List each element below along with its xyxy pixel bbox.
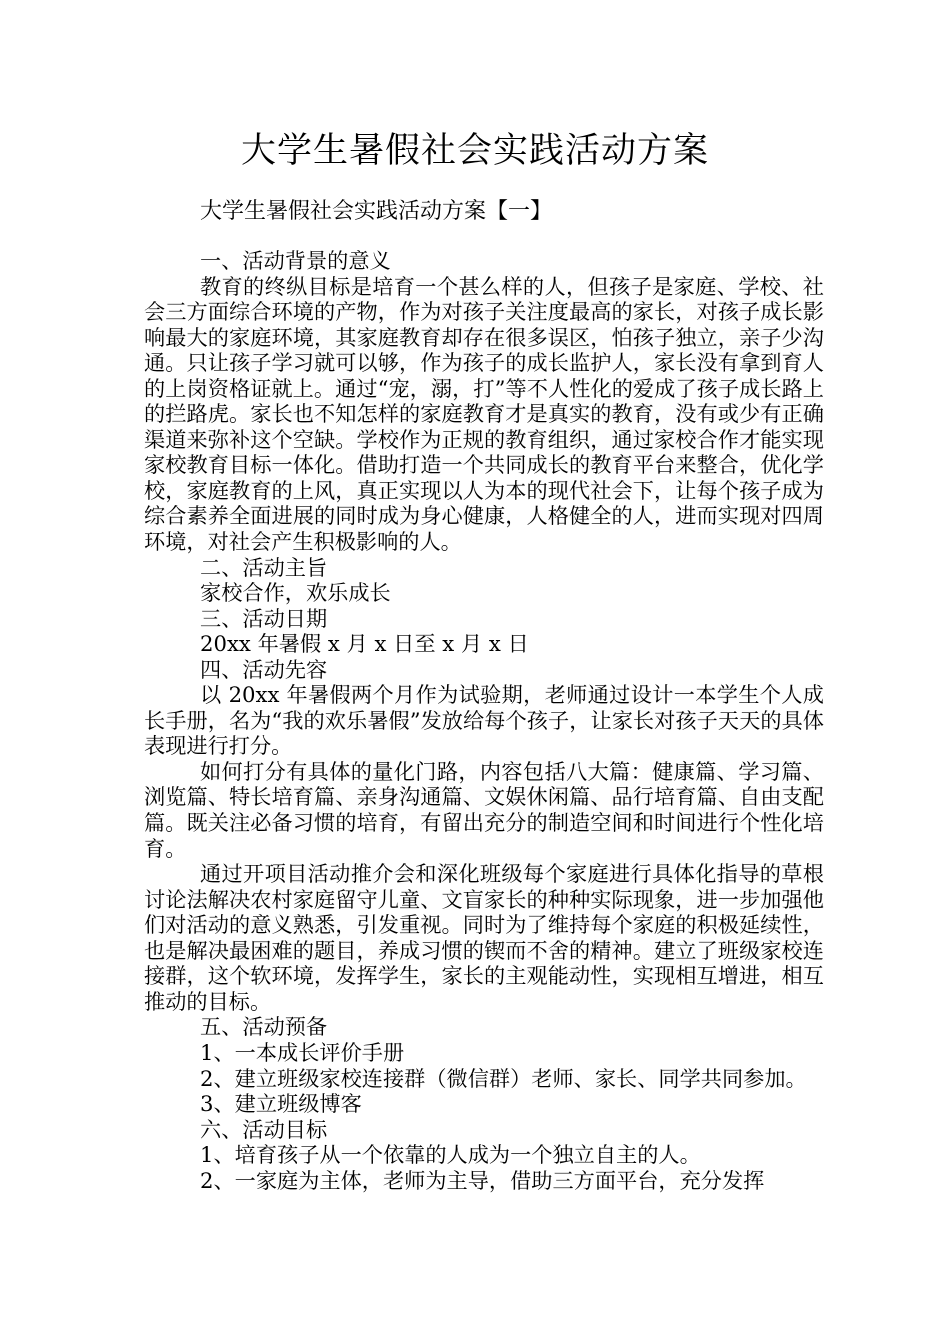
section-heading-introduction: 四、活动先容	[200, 656, 328, 682]
goal-item-2: 2、一家庭为主体，老师为主导，借助三方面平台，充分发挥	[200, 1167, 765, 1193]
document-body	[144, 248, 824, 1193]
paragraph-background: 教育的终纵目标是培育一个甚么样的人，但孩子是家庭、学校、社会三方面综合环境的产物，作为对孩子关注度最高的家长，对孩子成长影响最大的家庭环境，其家庭教育却存在很多误区，怕孩子独立，亲子少沟通。只让孩子学习就可以够，作为孩子的成长监护人，家长没有拿到育人的上岗资格证就上。通过“宠，溺，打”等不人性化的爱成了孩子成长路上的拦路虎。家长也不知怎样的家庭教育才是真实的教育，没有或少有正确渠道来弥补这个空缺。学校作为正规的教育组织，通过家校合作才能实现家校教育目标一体化。借助打造一个共同成长的教育平台来整合，优化学校，家庭教育的上风，真正实现以人为本的现代社会下，让每个孩子成为综合素养全面进展的同时成为身心健康，人格健全的人，进而实现对四周环境，对社会产生积极影响的人。	[144, 273, 824, 555]
section-heading-background: 一、活动背景的意义	[200, 248, 391, 273]
paragraph-introduction-2: 如何打分有具体的量化门路，内容包括八大篇：健康篇、学习篇、浏览篇、特长培育篇、亲身沟通篇、文娱休闲篇、品行培育篇、自由支配篇。既关注必备习惯的培育，有留出充分的制造空间和时间进行个性化培育。	[144, 758, 824, 861]
document-subtitle: 大学生暑假社会实践活动方案【一】	[200, 199, 553, 224]
date-text: 20xx 年暑假 x 月 x 日至 x 月 x 日	[200, 631, 529, 657]
paragraph-introduction-1: 以 20xx 年暑假两个月作为试验期，老师通过设计一本学生个人成长手册，名为“我的欢乐暑假”发放给每个孩子，让家长对孩子天天的具体表现进行打分。	[144, 682, 824, 759]
section-heading-preparation: 五、活动预备	[200, 1014, 328, 1040]
preparation-item-2: 2、建立班级家校连接群（微信群）老师、家长、同学共同参加。	[200, 1065, 807, 1091]
preparation-item-3: 3、建立班级博客	[200, 1091, 362, 1117]
section-heading-theme: 二、活动主旨	[200, 554, 328, 580]
paragraph-introduction-3: 通过开项目活动推介会和深化班级每个家庭进行具体化指导的草根讨论法解决农村家庭留守儿童、文盲家长的种种实际现象，进一步加强他们对活动的意义熟悉，引发重视。同时为了维持每个家庭的积极延续性，也是解决最困难的题目，养成习惯的锲而不舍的精神。建立了班级家校连接群，这个软环境，发挥学生，家长的主观能动性，实现相互增进，相互推动的目标。	[144, 861, 824, 1014]
theme-text: 家校合作，欢乐成长	[200, 580, 391, 606]
section-heading-date: 三、活动日期	[200, 605, 328, 631]
preparation-item-1: 1、一本成长评价手册	[200, 1039, 405, 1065]
section-heading-goals: 六、活动目标	[200, 1116, 328, 1142]
goal-item-1: 1、培育孩子从一个依靠的人成为一个独立自主的人。	[200, 1142, 701, 1168]
document-title: 大学生暑假社会实践活动方案	[240, 131, 709, 171]
